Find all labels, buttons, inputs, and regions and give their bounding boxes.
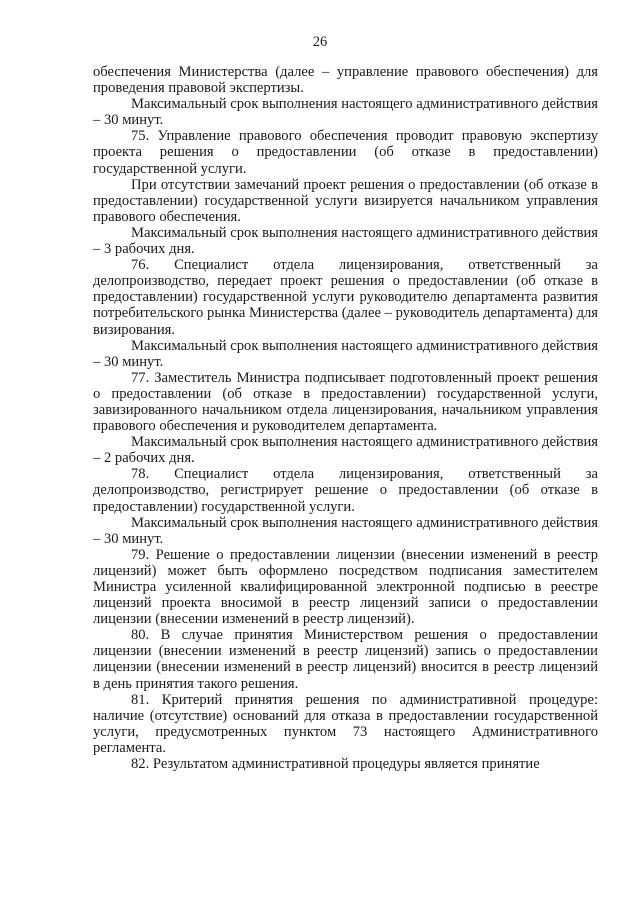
- paragraph-max-time: Максимальный срок выполнения настоящего административного действия – 3 рабочих дня.: [93, 224, 598, 258]
- paragraph-75: 75. Управление правового обеспечения проводит правовую экспертизу проекта решения о предоставлении (об отказе в предоставлении) государственной услуги.: [93, 128, 598, 177]
- page-number: 26: [312, 34, 328, 50]
- paragraph-79: 79. Решение о предоставлении лицензии (внесении изменений в реестр лицензий) может быть оформлено посредством подписания заместителем Министра усиленной квалифицированной электронной подписью в реестре лицензий проекта вносимой в реестр лицензий записи о предоставлении лицензии (внесении изменений в реестр лицензий).: [93, 546, 598, 628]
- paragraph-80: 80. В случае принятия Министерством решения о предоставлении лицензии (внесении изменений в реестр лицензий) запись о предоставлении лицензии (внесении изменений в реестр лицензий) вносится в реестр лицензий в день принятия такого решения.: [93, 627, 598, 692]
- paragraph-78: 78. Специалист отдела лицензирования, ответственный за делопроизводство, регистрирует решение о предоставлении (об отказе в предоставлении) государственной услуги.: [93, 466, 598, 515]
- paragraph-82: 82. Результатом административной процедуры является принятие: [131, 756, 540, 773]
- paragraph-81: 81. Критерий принятия решения по административной процедуре: наличие (отсутствие) оснований для отказа в предоставлении государственной услуги, предусмотренных пунктом 73 настоящего Административного регламента.: [93, 691, 598, 756]
- document-body: [93, 64, 598, 772]
- paragraph-max-time: Максимальный срок выполнения настоящего административного действия – 30 минут.: [93, 514, 598, 547]
- paragraph-max-time: Максимальный срок выполнения настоящего административного действия – 30 минут.: [93, 337, 598, 370]
- paragraph-76: 76. Специалист отдела лицензирования, ответственный за делопроизводство, передает проект решения о предоставлении (об отказе в предоставлении) государственной услуги руководителю департамента развития потребительского рынка Министерства (далее – руководитель департамента) для визирования.: [93, 257, 598, 338]
- paragraph-max-time: Максимальный срок выполнения настоящего административного действия – 2 рабочих дня.: [93, 434, 598, 467]
- paragraph-max-time: Максимальный срок выполнения настоящего административного действия – 30 минут.: [93, 96, 598, 129]
- paragraph-continuation: обеспечения Министерства (далее – управление правового обеспечения) для проведения правовой экспертизы.: [93, 64, 598, 97]
- paragraph-77: 77. Заместитель Министра подписывает подготовленный проект решения о предоставлении (об отказе в предоставлении) государственной услуги, завизированного начальником отдела лицензирования, начальником управления правового обеспечения и руководителем департамента.: [93, 369, 598, 435]
- paragraph-no-remarks: При отсутствии замечаний проект решения о предоставлении (об отказе в предоставлении) государственной услуги визируется начальником управления правового обеспечения.: [93, 176, 598, 225]
